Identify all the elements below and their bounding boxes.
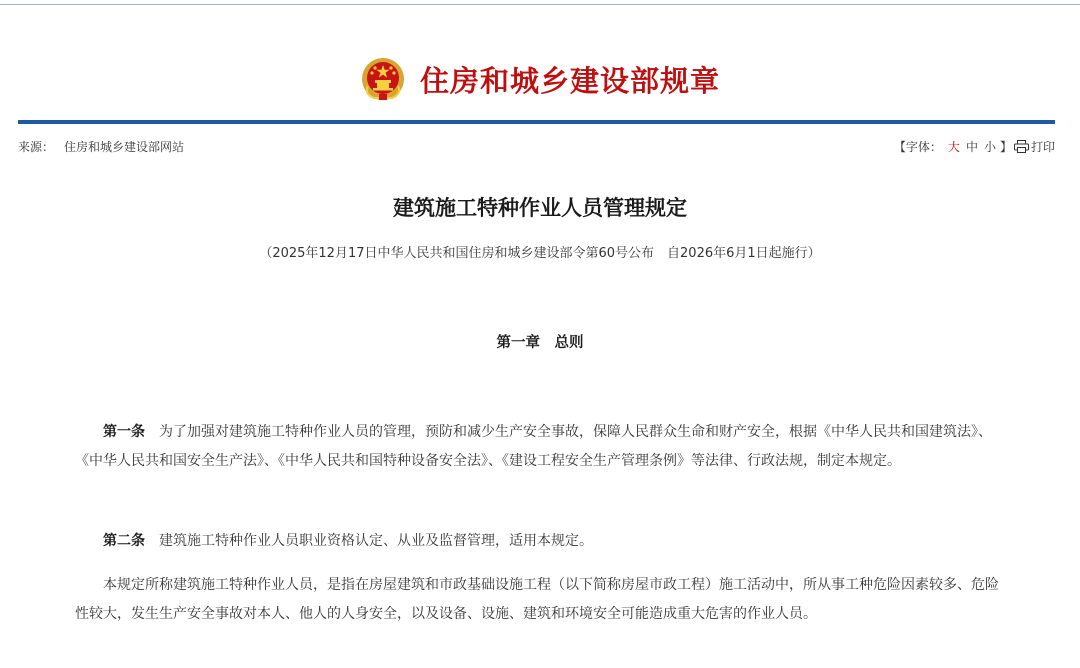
top-divider bbox=[0, 4, 1080, 5]
article-paragraph bbox=[75, 418, 1005, 476]
chapter-heading: 第一章 总则 bbox=[496, 335, 584, 351]
font-size-large[interactable]: 大 bbox=[947, 140, 960, 154]
national-emblem-icon bbox=[360, 56, 406, 102]
article-text: 本规定所称建筑施工特种作业人员，是指在房屋建筑和市政基础设施工程（以下简称房屋市政工程）施工活动中，所从事工种危险因素较多、危险性较大，发生生产安全事故对本人、他人的人身安全，以及设备、设施、建筑和环境安全可能造成重大危害的作业人员。 bbox=[75, 577, 999, 622]
meta-row bbox=[18, 136, 1055, 156]
font-size-close: 】 bbox=[999, 140, 1012, 154]
page-tools bbox=[894, 138, 1055, 155]
source-label: 来源： bbox=[18, 140, 55, 154]
source-info bbox=[18, 138, 184, 155]
article-paragraph bbox=[75, 571, 1005, 629]
article-number: 第一条 bbox=[103, 424, 145, 440]
article-text: 建筑施工特种作业人员职业资格认定、从业及监督管理，适用本规定。 bbox=[159, 533, 593, 549]
font-size-label: 【字体： bbox=[893, 140, 942, 154]
source-value: 住房和城乡建设部网站 bbox=[64, 140, 185, 154]
print-link[interactable]: 打印 bbox=[1030, 140, 1055, 154]
masthead bbox=[0, 52, 1080, 106]
document-title: 建筑施工特种作业人员管理规定 bbox=[393, 195, 687, 220]
font-size-medium[interactable]: 中 bbox=[965, 140, 978, 154]
document-subtitle: （2025年12月17日中华人民共和国住房和城乡建设部令第60号公布 自2026年6月1日起施行） bbox=[259, 246, 821, 261]
article-number: 第二条 bbox=[103, 533, 145, 549]
article-text: 为了加强对建筑施工特种作业人员的管理，预防和减少生产安全事故，保障人民群众生命和财产安全，根据《中华人民共和国建筑法》、《中华人民共和国安全生产法》、《中华人民共和国特种设备安全法》、《建设工程安全生产管理条例》等法律、行政法规，制定本规定。 bbox=[75, 424, 992, 469]
header-bar bbox=[18, 120, 1055, 124]
printer-icon[interactable] bbox=[1014, 140, 1029, 153]
masthead-title: 住房和城乡建设部规章 bbox=[419, 63, 720, 98]
article-paragraph bbox=[75, 527, 1005, 556]
font-size-small[interactable]: 小 bbox=[983, 140, 996, 154]
